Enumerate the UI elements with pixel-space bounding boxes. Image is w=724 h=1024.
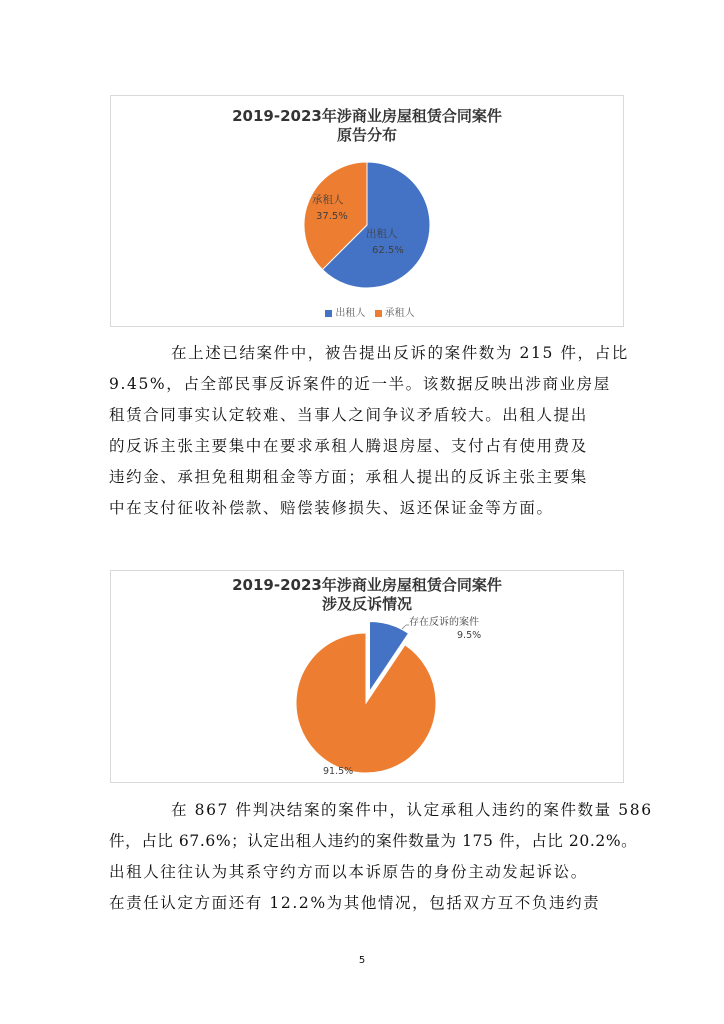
paragraph-line: 在责任认定方面还有 12.2%为其他情况，包括双方互不负违约责 <box>109 894 601 912</box>
chart-title-line-2: 涉及反诉情况 <box>321 595 412 613</box>
chart-title-line-1: 2019-2023年涉商业房屋租赁合同案件 <box>232 107 502 125</box>
body-paragraph-1 <box>109 338 629 524</box>
paragraph-line: 的反诉主张主要集中在要求承租人腾退房屋、支付占有使用费及 <box>109 437 588 455</box>
pie-slice-other <box>296 633 436 773</box>
paragraph-line: 9.45%，占全部民事反诉案件的近一半。该数据反映出涉商业房屋 <box>109 375 611 393</box>
paragraph-line: 租赁合同事实认定较难、当事人之间争议矛盾较大。出租人提出 <box>109 406 588 424</box>
paragraph-line: 件，占比 67.6%；认定出租人违约的案件数量为 175 件，占比 20.2%。 <box>109 832 638 850</box>
legend-label-lessor: 出租人 <box>335 308 366 319</box>
chart-legend <box>111 304 623 319</box>
slice-value-counterclaim: 9.5% <box>457 630 482 641</box>
slice-label-counterclaim: 存在反诉的案件 <box>409 617 479 628</box>
paragraph-line: 在 867 件判决结案的案件中，认定承租人违约的案件数量 586 <box>171 801 653 819</box>
legend-label-lessee: 承租人 <box>384 308 415 319</box>
paragraph-line: 违约金、承担免租期租金等方面；承租人提出的反诉主张主要集 <box>109 468 588 486</box>
paragraph-line: 出租人往往认为其系守约方而以本诉原告的身份主动发起诉讼。 <box>109 863 588 881</box>
pie-plot <box>111 96 623 326</box>
slice-label-lessee: 承租人 <box>312 194 344 206</box>
slice-value-other: 91.5% <box>323 766 354 777</box>
pie-chart-counterclaim <box>110 570 624 783</box>
legend-swatch-lessor <box>325 310 332 317</box>
paragraph-line: 在上述已结案件中，被告提出反诉的案件数为 215 件，占比 <box>171 344 629 362</box>
leader-line <box>402 625 406 629</box>
slice-label-lessor: 出租人 <box>366 228 398 240</box>
pie-plot <box>111 571 623 782</box>
paragraph-line: 中在支付征收补偿款、赔偿装修损失、返还保证金等方面。 <box>109 499 554 517</box>
chart-title-line-2: 原告分布 <box>336 126 397 144</box>
legend-swatch-lessee <box>375 310 382 317</box>
pie-chart-plaintiff-distribution <box>110 95 624 327</box>
page-number: 5 <box>358 955 366 966</box>
chart-title-line-1: 2019-2023年涉商业房屋租赁合同案件 <box>232 576 502 594</box>
slice-value-lessor: 62.5% <box>372 245 404 256</box>
body-paragraph-2 <box>109 795 653 919</box>
slice-value-lessee: 37.5% <box>316 211 348 222</box>
